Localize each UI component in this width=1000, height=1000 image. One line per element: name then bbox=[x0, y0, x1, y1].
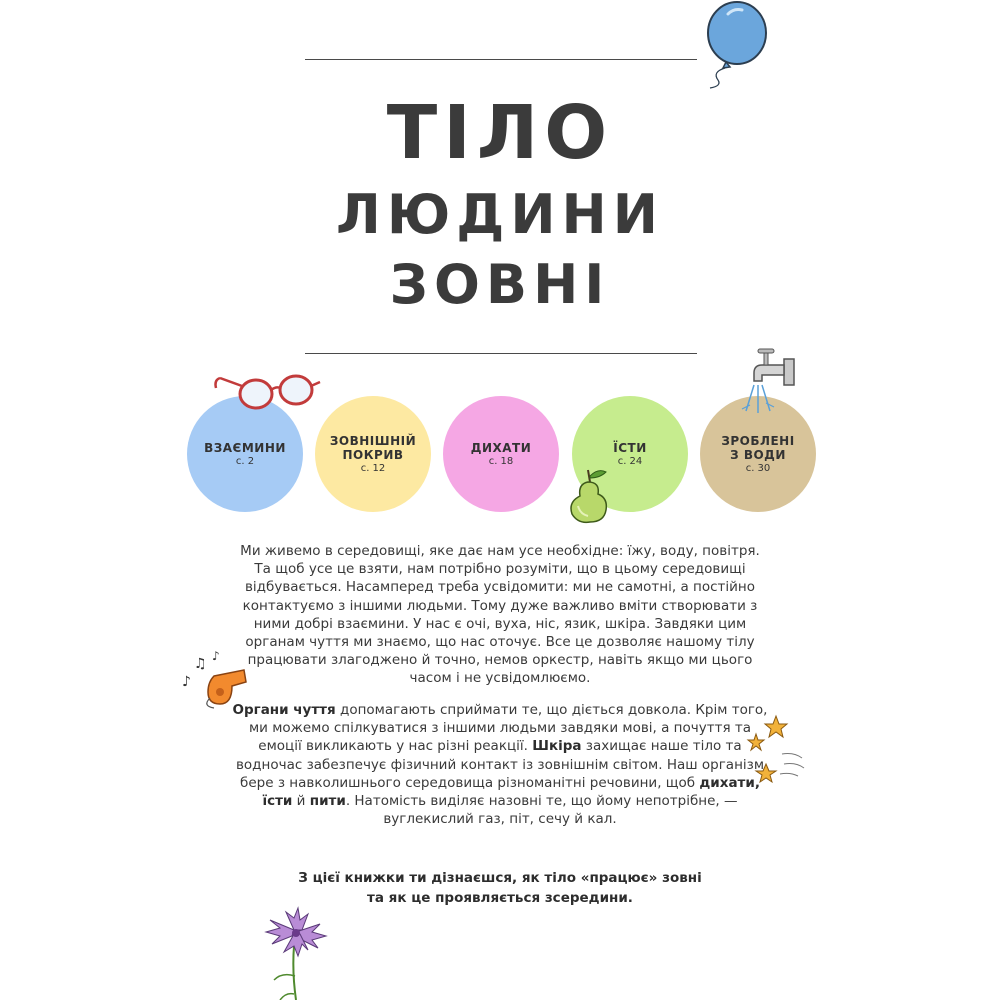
intro-paragraph-1: Ми живемо в середовищі, яке дає нам усе необхідне: їжу, воду, повітря. Та щоб усе це взяти, нам потрібно розуміти, що в цьому середовищі відбувається. Насамперед треба усвідомити: ми не самотні, а постійно контактуємо з іншими людьми. Тому дуже важливо вміти створювати з ними добрі взаємини. У нас є очі, вуха, ніс, язик, шкіра. Завдяки цим органам чуття ми знаємо, що нас оточує. Все це дозволяє нашому тілу працювати злагоджено й точно, немов оркестр, навіть якщо ми цього часом і не усвідомлюємо. bbox=[240, 543, 760, 687]
bold-breathe-eat: дихати, їсти bbox=[262, 774, 760, 810]
flower-icon bbox=[256, 906, 336, 1000]
glasses-icon bbox=[212, 366, 322, 414]
text-span: . Натомість виділяє назовні те, що йому непотрібне, — вуглекислий газ, піт, сечу й кал. bbox=[345, 793, 738, 828]
title-line-3: ЗОВНІ bbox=[389, 253, 611, 316]
section-name-line-2: ПОКРИВ bbox=[342, 447, 404, 462]
section-name: ДИХАТИ bbox=[470, 440, 532, 455]
text-span: й bbox=[292, 793, 310, 810]
bold-skin: Шкіра bbox=[532, 738, 582, 755]
title-line-2: ЛЮДИНИ bbox=[336, 183, 664, 246]
section-name-line-2: З ВОДИ bbox=[730, 447, 786, 462]
faucet-icon bbox=[728, 345, 808, 415]
section-page: с. 24 bbox=[617, 455, 643, 467]
bold-senses: Органи чуття bbox=[232, 702, 336, 718]
title-line-1: ТІЛО bbox=[386, 90, 614, 176]
section-name: ВЗАЄМИНИ bbox=[204, 440, 286, 455]
svg-text:♪: ♪ bbox=[212, 649, 220, 663]
section-name: ЇСТИ bbox=[613, 440, 647, 455]
balloon-icon bbox=[690, 0, 780, 90]
section-circle-skin[interactable] bbox=[315, 396, 431, 512]
pear-icon bbox=[558, 466, 614, 526]
closing-statement bbox=[250, 868, 750, 908]
section-page: с. 2 bbox=[235, 455, 255, 467]
svg-text:♪: ♪ bbox=[182, 674, 191, 690]
intro-paragraph-2 bbox=[230, 701, 770, 828]
section-page: с. 12 bbox=[360, 462, 386, 474]
top-divider bbox=[305, 59, 697, 60]
closing-line-2: та як це проявляється зсередини. bbox=[367, 890, 633, 906]
section-page: с. 18 bbox=[488, 455, 514, 467]
section-name-line-1: ЗРОБЛЕНІ bbox=[721, 433, 795, 448]
text-span: допомагають сприймати те, що діється довкола. Крім того, ми можемо спілкуватися з іншими людьми завдяки мові, а почуття та емоції викликають у нас різні реакції. bbox=[248, 702, 768, 755]
section-circle-breathe[interactable] bbox=[443, 396, 559, 512]
text-span: захищає наше тіло та водночас забезпечує фізичний контакт із зовнішнім світом. Наш організм бере з навколишнього середовища різноманітні речовини, щоб bbox=[235, 738, 765, 791]
section-page: с. 30 bbox=[745, 462, 771, 474]
section-name-line-1: ЗОВНІШНІЙ bbox=[329, 433, 417, 448]
bold-drink: пити bbox=[309, 793, 346, 810]
bottom-divider bbox=[305, 353, 697, 354]
closing-line-1: З цієї книжки ти дізнаєшся, як тіло «працює» зовні bbox=[298, 870, 702, 886]
svg-text:♫: ♫ bbox=[194, 656, 207, 672]
